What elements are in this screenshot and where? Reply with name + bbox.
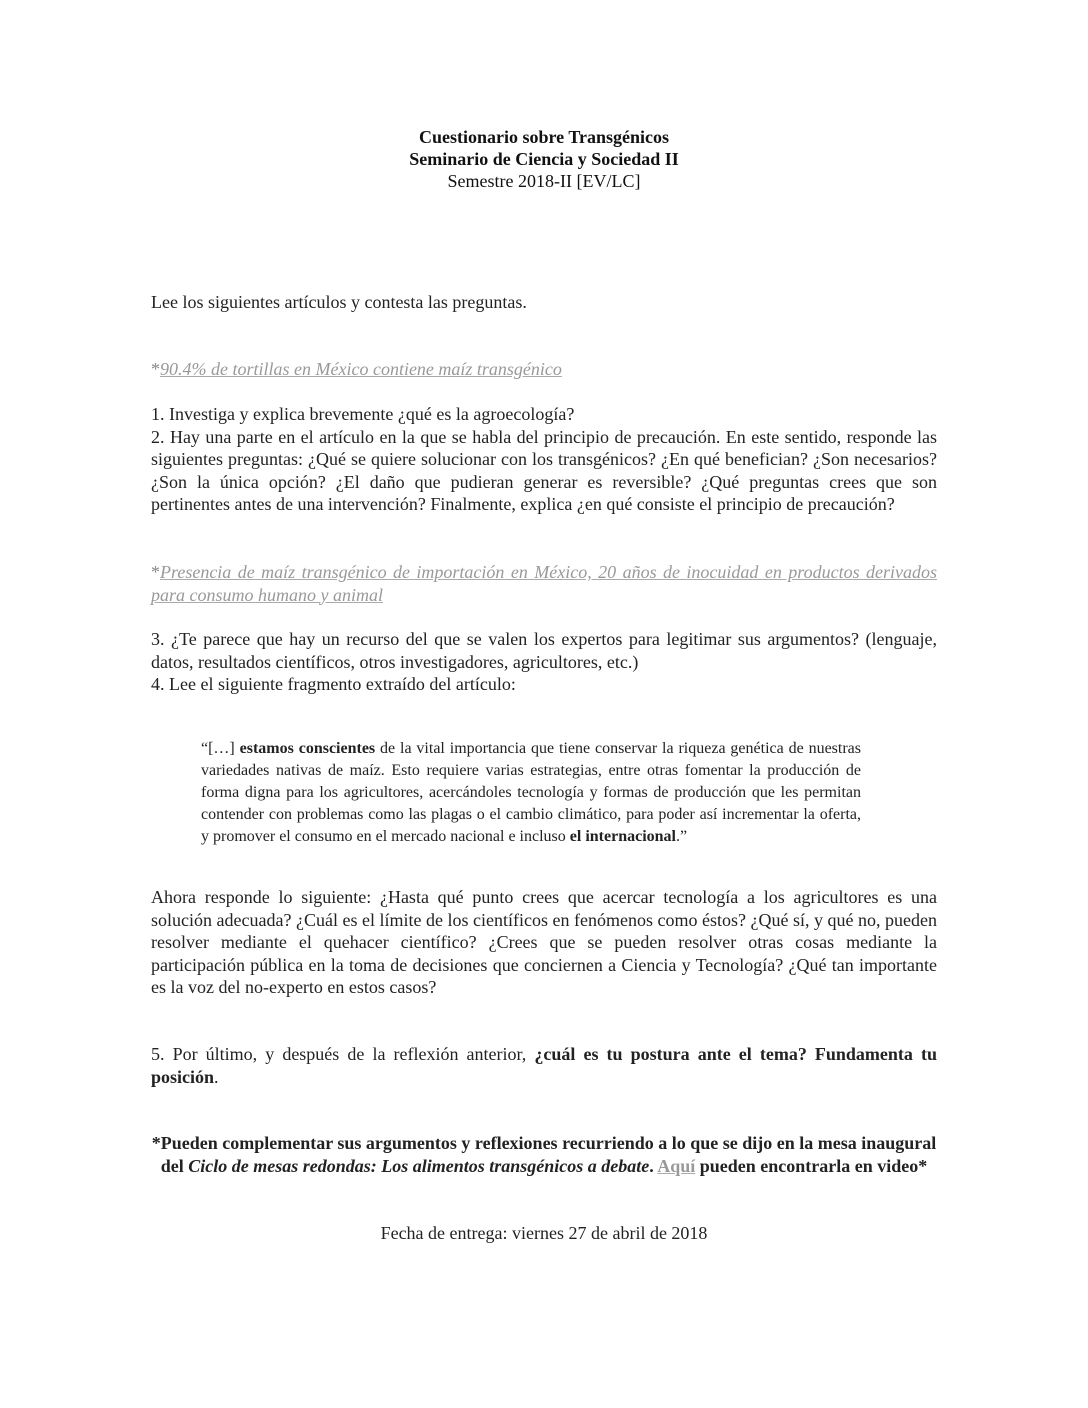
follow-up-text: Ahora responde lo siguiente: ¿Hasta qué punto crees que acercar tecnología a los agricultores es una solución adecuada? ¿Cuál es el límite de los científicos en fenómenos como éstos? ¿Qué sí, y qué no, pueden resolver mediante el quehacer científico? ¿Crees que se pueden resolver otras cosas mediante la participación pública en la toma de decisiones que conciernen a Ciencia y Tecnología? ¿Qué tan importante es la voz del no-experto en estos casos? (151, 887, 937, 997)
questions-part-1 (151, 403, 937, 516)
intro-paragraph (151, 291, 937, 314)
video-note-part1: *Pueden complementar sus argumentos y reflexiones recurriendo a lo que se dijo en la mesa inaugural del (151, 1133, 937, 1176)
document-header (0, 126, 1088, 192)
quote-body: de la vital importancia que tiene conservar la riqueza genética de nuestras variedades nativas de maíz. Esto requiere varias estrategias, entre otras fomentar la producción de forma digna para los agricultores, acercándoles tecnología y formas de producción que les permitan contender con problemas como las plagas o el cambio climático, para poder así incrementar la oferta, y promover el consumo en el mercado nacional e incluso (201, 740, 861, 845)
quote-bold-start: estamos conscientes (239, 740, 376, 757)
article-2-asterisk: * (151, 562, 160, 582)
document-title: Cuestionario sobre Transgénicos (418, 127, 669, 147)
video-note (151, 1132, 937, 1177)
question-2: 2. Hay una parte en el artículo en la que se habla del principio de precaución. En este sentido, responde las siguientes preguntas: ¿Qué se quiere solucionar con los transgénicos? ¿En qué benefician? ¿Son necesarios? ¿Son la única opción? ¿El daño que pudieran generar es reversible? ¿Qué preguntas crees que son pertinentes antes de una intervención? Finalmente, explica ¿en qué consiste el principio de precaución? (151, 426, 937, 514)
follow-up-questions (151, 886, 937, 999)
intro-text: Lee los siguientes artículos y contesta las preguntas. (151, 292, 527, 312)
due-date-text: Fecha de entrega: viernes 27 de abril de 2018 (380, 1223, 708, 1243)
question-4: 4. Lee el siguiente fragmento extraído del artículo: (151, 674, 516, 694)
questions-part-2 (151, 628, 937, 696)
question-5 (151, 1043, 937, 1088)
document-subtitle: Seminario de Ciencia y Sociedad II (409, 149, 679, 169)
article-quote (201, 738, 861, 848)
question-5-end: . (214, 1066, 219, 1087)
quote-close: .” (675, 828, 688, 845)
article-1-asterisk: * (151, 359, 160, 379)
quote-bold-end: el internacional (569, 828, 676, 845)
article-2-link[interactable]: Presencia de maíz transgénico de importación en México, 20 años de inocuidad en productos derivados para consumo humano y animal (151, 562, 937, 605)
video-note-part2: . (649, 1155, 658, 1176)
due-date (151, 1222, 937, 1245)
question-5-bold: ¿cuál es tu postura ante el tema? Fundamenta tu posición (151, 1044, 937, 1087)
question-3: 3. ¿Te parece que hay un recurso del que se valen los expertos para legitimar sus argumentos? (lenguaje, datos, resultados científicos, otros investigadores, agricultores, etc.) (151, 629, 937, 672)
video-note-series-title: Ciclo de mesas redondas: Los alimentos transgénicos a debate (188, 1155, 650, 1176)
semester-label: Semestre 2018-II [EV/LC] (447, 171, 641, 191)
quote-open: “[…] (201, 740, 240, 757)
video-link[interactable]: Aquí (657, 1155, 696, 1176)
article-2-reference (151, 561, 937, 606)
question-5-text: 5. Por último, y después de la reflexión anterior, (151, 1044, 535, 1064)
article-1-link[interactable]: 90.4% de tortillas en México contiene maíz transgénico (160, 359, 562, 379)
video-note-part3: pueden encontrarla en video* (695, 1155, 928, 1176)
question-1: 1. Investiga y explica brevemente ¿qué es la agroecología? (151, 404, 575, 424)
article-1-reference (151, 358, 937, 381)
